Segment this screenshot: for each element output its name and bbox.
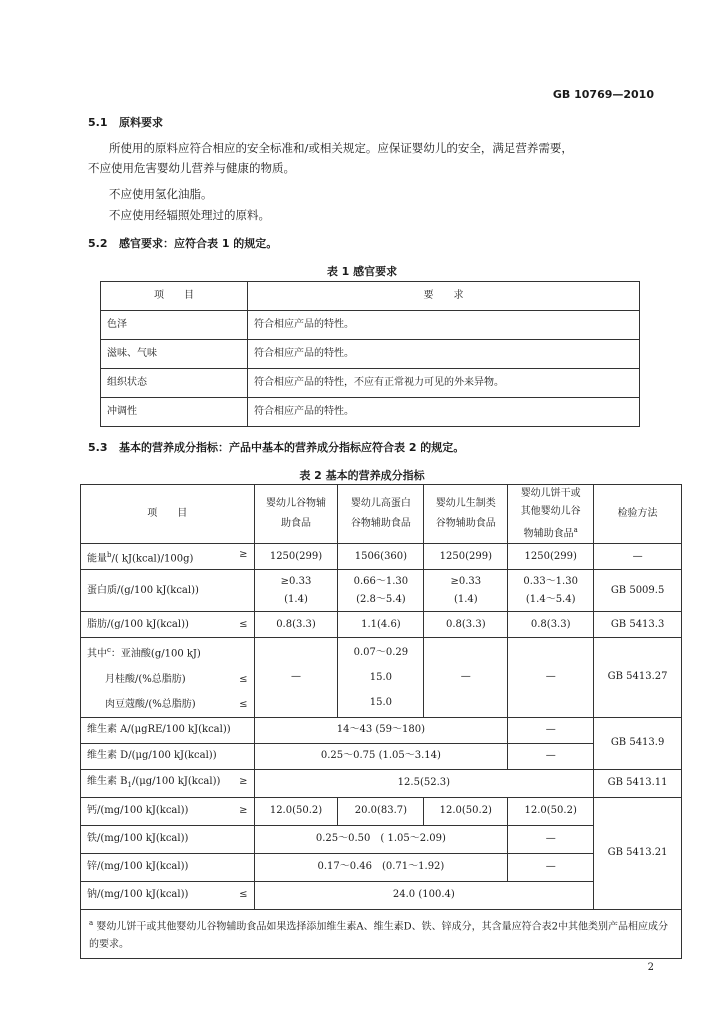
- table2-cell: GB 5413.11: [594, 769, 682, 797]
- table1-cell: 符合相应产品的特性。: [248, 398, 640, 427]
- table-row: [81, 544, 682, 570]
- table-row: [81, 853, 682, 881]
- table2-cell: 0.66～1.30 (2.8～5.4): [338, 570, 424, 612]
- protein-label: 蛋白质/(g/100 kJ(kcal)): [81, 570, 255, 612]
- table2-cell: 0.07～0.29 15.0 15.0: [338, 638, 424, 717]
- table1-caption: 表 1 感官要求: [326, 265, 398, 278]
- table2-cell: GB 5413.3: [594, 612, 682, 638]
- paragraph-no-hydrogenated: 不应使用氢化油脂。: [109, 187, 213, 201]
- table2-cell: GB 5413.9: [594, 717, 682, 769]
- sensory-table: [100, 281, 640, 427]
- table2-header-col2: 婴幼儿高蛋白 谷物辅助食品: [338, 485, 424, 544]
- sodium-label: 钠/(mg/100 kJ(kcal)) ≤: [81, 881, 255, 909]
- table2-cell: 1250(299): [254, 544, 338, 570]
- vitamin-a-label: 维生素 A/(μgRE/100 kJ(kcal)): [81, 717, 255, 743]
- table1-header-requirement: 要 求: [248, 282, 640, 311]
- table2-cell: —: [508, 717, 594, 743]
- table2-header-col1: 婴幼儿谷物辅 助食品: [254, 485, 338, 544]
- table1-cell: 滋味、气味: [101, 340, 248, 369]
- vitamin-b1-label: 维生素 $B_1/(\mu g/100$ kJ(kcal)) ≥: [81, 769, 255, 797]
- table2-cell: 14～43 (59～180): [254, 717, 508, 743]
- page-number: 2: [647, 962, 654, 973]
- table2-cell: 20.0(83.7): [338, 797, 424, 825]
- table2-cell: —: [508, 825, 594, 853]
- table2-cell: 1506(360): [338, 544, 424, 570]
- table2-cell: —: [254, 638, 338, 717]
- paragraph-no-irradiated: 不应使用经辐照处理过的原料。: [109, 208, 270, 222]
- table2-cell: 12.5(52.3): [254, 769, 594, 797]
- table-row: [81, 769, 682, 797]
- table2-cell: GB 5413.27: [594, 638, 682, 717]
- table2-cell: 1.1(4.6): [338, 612, 424, 638]
- table2-cell: 12.0(50.2): [424, 797, 508, 825]
- table2-cell: 24.0 (100.4): [254, 881, 594, 909]
- table1-cell: 符合相应产品的特性。: [248, 340, 640, 369]
- table2-header-item: 项 目: [81, 485, 255, 544]
- table2-header-col4: 婴幼儿饼干或 其他婴幼儿谷 物辅助食品$^a$: [508, 485, 594, 544]
- table1-cell: 色泽: [101, 311, 248, 340]
- paragraph-raw-materials: 所使用的原料应符合相应的安全标准和/或相关规定。应保证婴幼儿的安全，满足营养需要，: [109, 141, 573, 155]
- table2-cell: 0.8(3.3): [254, 612, 338, 638]
- table-row: [81, 638, 682, 717]
- zinc-label: 锌/(mg/100 kJ(kcal)): [81, 853, 255, 881]
- table1-cell: 符合相应产品的特性，不应有正常视力可见的外来异物。: [248, 369, 640, 398]
- table2-cell: 0.17～0.46 (0.71～1.92): [254, 853, 508, 881]
- table-row: [81, 797, 682, 825]
- table2-cell: 12.0(50.2): [254, 797, 338, 825]
- table2-cell: 1250(299): [424, 544, 508, 570]
- table2-cell: —: [508, 638, 594, 717]
- table2-footnote: $^a$ 婴幼儿饼干或其他婴幼儿谷物辅助食品如果选择添加维生素A、维生素D、铁、锌成分，其含量应符合表2中其他类别产品相应成分的要求。: [81, 909, 682, 958]
- table1-cell: 冲调性: [101, 398, 248, 427]
- table2-cell: 0.25～0.50 ( 1.05～2.09): [254, 825, 508, 853]
- table1-header-item: 项 目: [101, 282, 248, 311]
- energy-label: 能量$^b$/( kJ(kcal)/100g) ≥: [81, 544, 255, 570]
- table-row: [81, 743, 682, 769]
- vitamin-d-label: 维生素 D/(μg/100 kJ(kcal)): [81, 743, 255, 769]
- table2-cell: 1250(299): [508, 544, 594, 570]
- paragraph-raw-materials-cont: 不应使用危害婴幼儿营养与健康的物质。: [88, 161, 295, 175]
- standard-code: GB 10769—2010: [552, 88, 654, 101]
- calcium-label: 钙/(mg/100 kJ(kcal)) ≥: [81, 797, 255, 825]
- table-row: [81, 570, 682, 612]
- fat-label: 脂肪/(g/100 kJ(kcal)) ≤: [81, 612, 255, 638]
- table-row: [81, 881, 682, 909]
- table2-header-method: 检验方法: [594, 485, 682, 544]
- section-5-1-heading: 5.1 原料要求: [88, 116, 163, 129]
- section-5-2-heading: 5.2 感官要求：应符合表 1 的规定。: [88, 237, 278, 250]
- table-row: [81, 825, 682, 853]
- table2-cell: —: [594, 544, 682, 570]
- table-row: [101, 340, 640, 369]
- table-row: [81, 612, 682, 638]
- table2-cell: GB 5413.21: [594, 797, 682, 909]
- table2-header-row: [81, 485, 682, 544]
- table1-cell: 组织状态: [101, 369, 248, 398]
- table2-cell: ≥0.33 (1.4): [254, 570, 338, 612]
- iron-label: 铁/(mg/100 kJ(kcal)): [81, 825, 255, 853]
- table2-cell: ≥0.33 (1.4): [424, 570, 508, 612]
- table1-cell: 符合相应产品的特性。: [248, 311, 640, 340]
- table2-cell: —: [424, 638, 508, 717]
- table2-cell: 12.0(50.2): [508, 797, 594, 825]
- table2-footnote-row: [81, 909, 682, 958]
- table-row: [101, 311, 640, 340]
- table2-header-col3: 婴幼儿生制类 谷物辅助食品: [424, 485, 508, 544]
- nutrition-table: [80, 484, 682, 959]
- table2-cell: GB 5009.5: [594, 570, 682, 612]
- table-row: [101, 398, 640, 427]
- table2-cell: 0.33～1.30 (1.4～5.4): [508, 570, 594, 612]
- table2-cell: 0.8(3.3): [424, 612, 508, 638]
- table2-cell: —: [508, 743, 594, 769]
- section-5-3-heading: 5.3 基本的营养成分指标：产品中基本的营养成分指标应符合表 2 的规定。: [88, 441, 465, 454]
- table-row: [81, 717, 682, 743]
- table2-cell: —: [508, 853, 594, 881]
- table2-cell: 0.25～0.75 (1.05～3.14): [254, 743, 508, 769]
- table2-cell: 0.8(3.3): [508, 612, 594, 638]
- table-row: [101, 369, 640, 398]
- table2-caption: 表 2 基本的营养成分指标: [299, 469, 425, 482]
- fatty-acids-label: 其中$^c$：亚油酸(g/100 kJ) 月桂酸/(%总脂肪) ≤ 肉豆蔻酸/(%总脂肪) ≤: [81, 638, 255, 717]
